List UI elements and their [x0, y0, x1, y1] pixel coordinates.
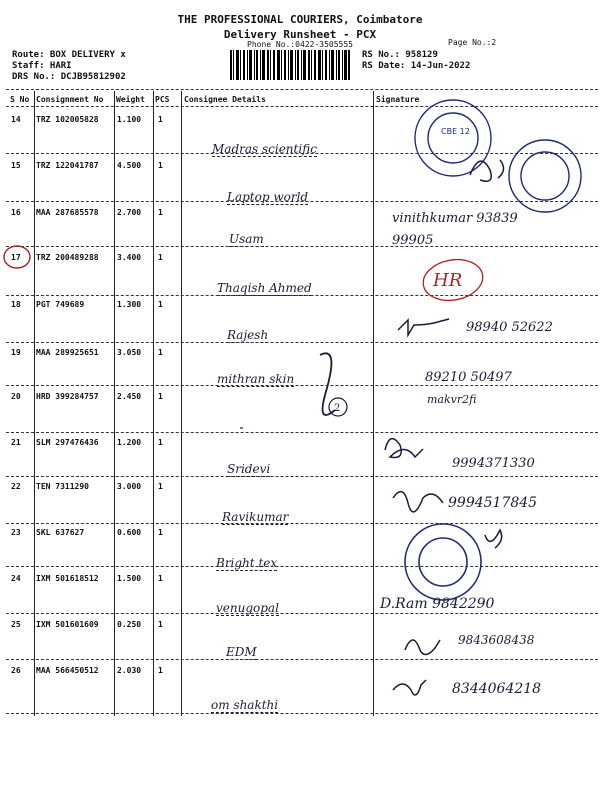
row-pcs: 1 [158, 300, 163, 309]
col-head-consignment: Consignment No [36, 95, 104, 104]
consignee-name: mithran skin [217, 372, 295, 386]
consignee-name: om shakthi [211, 698, 279, 712]
row-consignment: TRZ 200489288 [36, 253, 99, 262]
signature-scribble [385, 439, 423, 458]
row-sno: 26 [11, 666, 21, 675]
row-pcs: 1 [158, 528, 163, 537]
col-head-weight: Weight [116, 95, 145, 104]
row-consignment: PGT 749689 [36, 300, 85, 309]
signature-text: 9994517845 [448, 495, 538, 511]
row-consignment: TEN 7311290 [36, 482, 89, 491]
signature-scribble [393, 680, 426, 695]
row-sno: 21 [11, 438, 21, 447]
consignee-name: Thaqish Ahmed [217, 281, 312, 295]
row-pcs: 1 [158, 392, 163, 401]
row-sno: 25 [11, 620, 21, 629]
consignee-name: Ravikumar [222, 510, 289, 524]
signature-text: D.Ram 9842290 [380, 596, 495, 612]
row-weight: 1.200 [117, 438, 142, 447]
row-pcs: 1 [158, 348, 163, 357]
row-pcs: 1 [158, 666, 163, 675]
annotation-mark: 2 [334, 403, 341, 414]
row-sno: 23 [11, 528, 21, 537]
row-consignment: SLM 297476436 [36, 438, 99, 447]
signature-scribble [393, 492, 443, 512]
row-weight: 2.450 [117, 392, 142, 401]
row-consignment: SKL 637627 [36, 528, 85, 537]
row-consignment: IXM 501601609 [36, 620, 99, 629]
row-consignment: IXM 501618512 [36, 574, 99, 583]
signature-text: 9994371330 [452, 456, 535, 471]
brighttex-stamp [405, 524, 481, 600]
staff: Staff: HARI [12, 61, 72, 71]
phone-number: Phone No.:0422-3505555 [247, 40, 353, 49]
signature-scribble [398, 319, 449, 335]
row-weight: 0.600 [117, 528, 142, 537]
document-title: Delivery Runsheet - PCX [223, 28, 377, 41]
route: Route: BOX DELIVERY x [12, 50, 126, 60]
row-pcs: 1 [158, 253, 163, 262]
madras-stamp [415, 100, 491, 176]
signature-text: vinithkumar 93839 99905 [392, 211, 518, 248]
company-name: THE PROFESSIONAL COURIERS, Coimbatore [177, 13, 423, 26]
row-weight: 1.500 [117, 574, 142, 583]
row-sno: 18 [11, 300, 21, 309]
row-pcs: 1 [158, 574, 163, 583]
highlight-circle [4, 246, 30, 268]
row-consignment: TRZ 122041787 [36, 161, 99, 170]
row-pcs: 1 [158, 161, 163, 170]
row-weight: 2.700 [117, 208, 142, 217]
col-head-pcs: PCS [155, 95, 170, 104]
signature-text: HR [433, 270, 463, 291]
col-head-consignee: Consignee Details [184, 95, 266, 104]
col-head-sno: S No [10, 95, 30, 104]
rs-date: RS Date: 14-Jun-2022 [362, 61, 471, 71]
consignee-name: Rajesh [227, 328, 269, 342]
row-consignment: MAA 289925651 [36, 348, 99, 357]
signature-text: 98940 52622 [466, 320, 553, 335]
signature-text: 89210 50497 [425, 370, 512, 385]
page-number: Page No.:2 [448, 38, 497, 47]
row-weight: 3.000 [117, 482, 142, 491]
signature-text: makvr2fi [427, 393, 477, 406]
signature-scribble [405, 640, 440, 655]
row-weight: 0.250 [117, 620, 142, 629]
row-weight: 1.300 [117, 300, 142, 309]
row-sno: 20 [11, 392, 21, 401]
drs-number: DRS No.: DCJB95812902 [12, 72, 126, 82]
consignee-name: EDM [226, 645, 257, 659]
row-sno: 24 [11, 574, 21, 583]
signature-text: 8344064218 [452, 681, 542, 697]
row-pcs: 1 [158, 208, 163, 217]
row-weight: 1.100 [117, 115, 142, 124]
row-sno: 17 [11, 253, 21, 262]
row-pcs: 1 [158, 482, 163, 491]
signature-text: 9843608438 [458, 633, 535, 647]
consignee-name: Sridevi [227, 462, 271, 476]
row-consignment: MAA 566450512 [36, 666, 99, 675]
row-consignment: TRZ 102005828 [36, 115, 99, 124]
row-sno: 16 [11, 208, 21, 217]
laptop-stamp [509, 140, 581, 212]
signature-scribble [320, 353, 335, 415]
consignee-name: venugopal [216, 601, 279, 615]
row-sno: 22 [11, 482, 21, 491]
consignee-name: Madras scientific [212, 142, 317, 156]
row-sno: 14 [11, 115, 21, 124]
signature-circle [420, 255, 486, 305]
row-weight: 3.400 [117, 253, 142, 262]
row-consignment: HRD 399284757 [36, 392, 99, 401]
row-sno: 19 [11, 348, 21, 357]
signature-scribble [470, 160, 504, 181]
row-sno: 15 [11, 161, 21, 170]
consignee-name: Usam [229, 232, 264, 246]
signature-scribble [485, 530, 502, 548]
row-pcs: 1 [158, 438, 163, 447]
row-weight: 3.050 [117, 348, 142, 357]
col-head-signature: Signature [376, 95, 420, 104]
consignee-name: Bright tex [216, 556, 278, 570]
row-pcs: 1 [158, 115, 163, 124]
consignee-name: Laptop world [227, 190, 309, 204]
rs-number: RS No.: 958129 [362, 50, 438, 60]
row-pcs: 1 [158, 620, 163, 629]
row-consignment: MAA 287685578 [36, 208, 99, 217]
row-weight: 4.500 [117, 161, 142, 170]
madras-stamp-center: CBE 12 [441, 127, 470, 136]
row-weight: 2.030 [117, 666, 142, 675]
